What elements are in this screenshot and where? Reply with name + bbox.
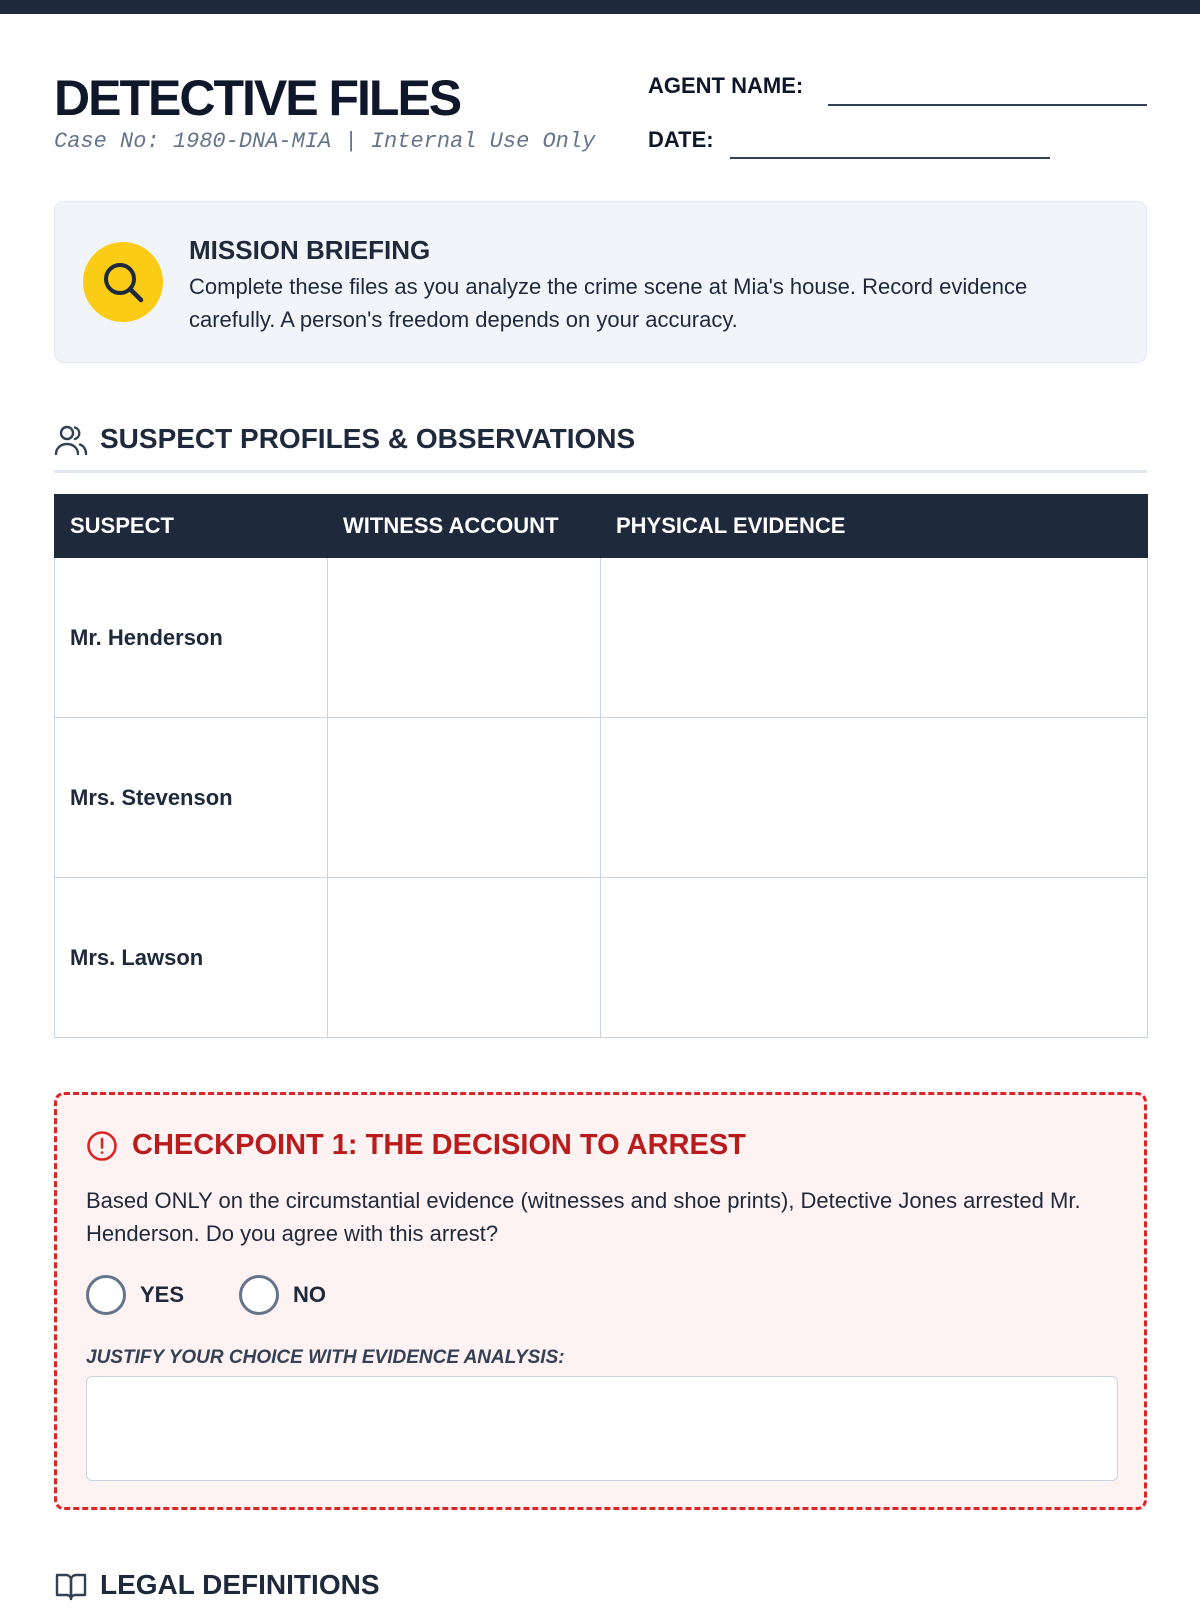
agent-name-field[interactable] — [828, 104, 1147, 106]
column-header-physical: PHYSICAL EVIDENCE — [601, 495, 1148, 558]
suspects-table — [54, 494, 1148, 1038]
suspect-name-cell: Mrs. Lawson — [55, 878, 328, 1038]
radio-circle[interactable] — [86, 1275, 126, 1315]
witness-account-cell[interactable] — [328, 718, 601, 878]
suspects-section-title: SUSPECT PROFILES & OBSERVATIONS — [100, 423, 636, 454]
justify-label: JUSTIFY YOUR CHOICE WITH EVIDENCE ANALYSIS: — [86, 1347, 565, 1368]
suspect-name-cell: Mrs. Stevenson — [55, 718, 328, 878]
column-header-suspect: SUSPECT — [55, 495, 328, 558]
radio-circle[interactable] — [239, 1275, 279, 1315]
date-field[interactable] — [730, 157, 1050, 159]
witness-account-cell[interactable] — [328, 558, 601, 718]
radio-no[interactable] — [239, 1275, 326, 1315]
checkpoint-question: Based ONLY on the circumstantial evidence (witnesses and shoe prints), Detective Jones arrested Mr. Henderson. Do you agree with this arrest? — [86, 1188, 1081, 1246]
physical-evidence-cell[interactable] — [601, 718, 1148, 878]
suspect-name-cell: Mr. Henderson — [55, 558, 328, 718]
checkpoint-title: CHECKPOINT 1: THE DECISION TO ARREST — [132, 1129, 746, 1161]
briefing-text: Complete these files as you analyze the crime scene at Mia's house. Record evidence carefully. A person's freedom depends on your accuracy. — [189, 274, 1028, 332]
search-icon — [83, 242, 163, 322]
witness-account-cell[interactable] — [328, 878, 601, 1038]
briefing-title: MISSION BRIEFING — [189, 235, 431, 265]
page-title: DETECTIVE FILES — [54, 70, 461, 126]
column-header-witness: WITNESS ACCOUNT — [328, 495, 601, 558]
radio-no-label: NO — [293, 1282, 326, 1307]
case-number: Case No: 1980-DNA-MIA | Internal Use Only — [54, 129, 596, 154]
table-row — [55, 878, 1148, 1038]
justify-textarea[interactable] — [86, 1376, 1118, 1481]
agent-name-label: AGENT NAME: — [648, 73, 804, 98]
physical-evidence-cell[interactable] — [601, 558, 1148, 718]
radio-yes-label: YES — [140, 1282, 185, 1307]
radio-yes[interactable] — [86, 1275, 184, 1315]
worksheet-page — [54, 0, 1147, 1600]
table-row — [55, 558, 1148, 718]
users-icon — [54, 423, 88, 462]
mission-briefing — [54, 201, 1147, 363]
table-row — [55, 718, 1148, 878]
book-icon — [54, 1569, 88, 1608]
physical-evidence-cell[interactable] — [601, 878, 1148, 1038]
table-header-row — [55, 495, 1148, 558]
definitions-section-title: LEGAL DEFINITIONS — [100, 1569, 380, 1600]
checkpoint-box — [54, 1092, 1147, 1510]
date-label: DATE: — [648, 127, 714, 152]
alert-circle-icon — [86, 1130, 118, 1167]
section-divider — [54, 470, 1147, 473]
